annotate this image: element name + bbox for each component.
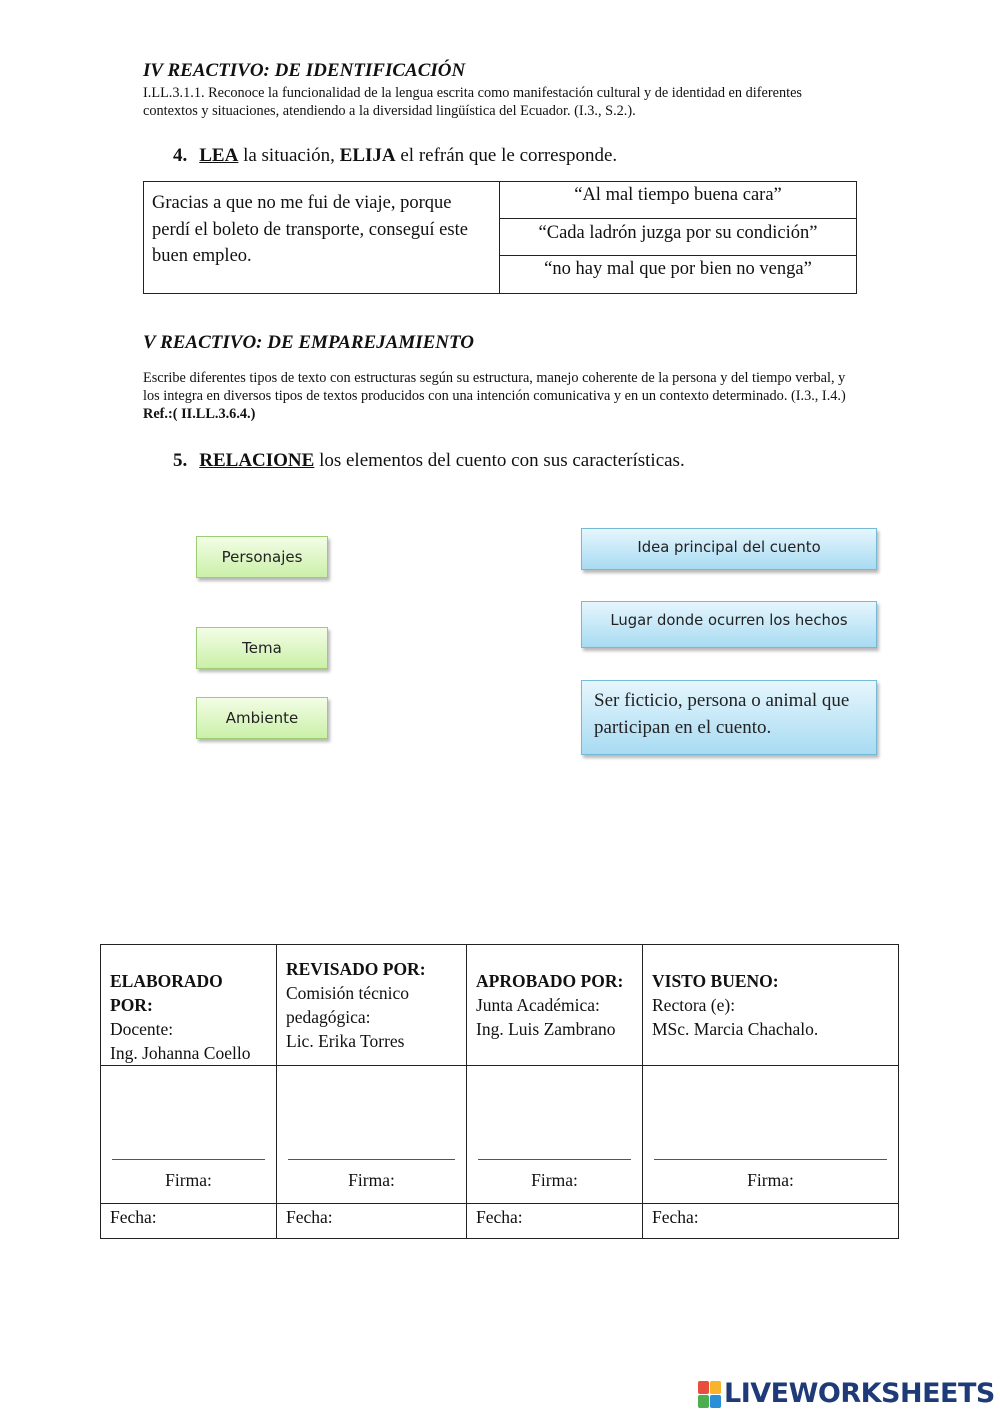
question-5-text: los elementos del cuento con sus características.: [314, 450, 685, 471]
signature-cell-revisado: [277, 945, 467, 1066]
signature-table: [100, 944, 899, 1239]
question-4-keyword-lea: LEA: [199, 145, 239, 166]
match-item-tema[interactable]: Tema: [196, 627, 328, 669]
section5-reference: Ref.:( II.LL.3.6.4.): [143, 406, 256, 422]
signature-header-row: [101, 945, 899, 1066]
match-item-ambiente[interactable]: Ambiente: [196, 697, 328, 739]
signature-person: MSc. Marcia Chachalo.: [652, 1019, 819, 1039]
signature-cell-visto-bueno: [643, 945, 899, 1066]
match-target-ser-ficticio[interactable]: Ser ficticio, persona o animal que participan en el cuento.: [581, 680, 877, 755]
firma-label: Firma:: [747, 1170, 794, 1190]
signature-line: [654, 1159, 887, 1160]
firma-cell: [101, 1066, 277, 1204]
signature-heading: APROBADO POR:: [476, 971, 624, 991]
signature-role: Rectora (e):: [652, 995, 736, 1015]
situation-text: Gracias a que no me fui de viaje, porque perdí el boleto de transporte, conseguí este buen empleo.: [144, 182, 500, 293]
fecha-cell: Fecha:: [101, 1204, 277, 1239]
match-target-lugar[interactable]: Lugar donde ocurren los hechos: [581, 601, 877, 648]
proverb-option-3[interactable]: “no hay mal que por bien no venga”: [544, 259, 812, 279]
proverb-option-1[interactable]: “Al mal tiempo buena cara”: [500, 182, 856, 219]
question-4: [173, 145, 617, 167]
question-4-keyword-elija: ELIJA: [339, 145, 396, 166]
section4-description: I.LL.3.1.1. Reconoce la funcionalidad de la lengua escrita como manifestación cultural y de identidad en diferentes contextos y situaciones, atendiendo a la diversidad lingüística del Ecuador. (I.3., S.2.).: [143, 85, 802, 119]
fecha-cell: Fecha:: [277, 1204, 467, 1239]
firma-label: Firma:: [348, 1170, 395, 1190]
question-5-keyword-relacione: RELACIONE: [199, 450, 315, 471]
signature-person: Lic. Erika Torres: [286, 1031, 405, 1051]
question-5: [173, 450, 685, 472]
signature-heading: ELABORADO POR:: [110, 971, 223, 1015]
signature-person: Ing. Luis Zambrano: [476, 1019, 616, 1039]
firma-label: Firma:: [531, 1170, 578, 1190]
signature-line: [288, 1159, 455, 1160]
signature-person: Ing. Johanna Coello: [110, 1043, 251, 1063]
liveworksheets-logo-text: LIVEWORKSHEETS: [724, 1378, 995, 1409]
signature-line: [478, 1159, 631, 1160]
match-item-personajes[interactable]: Personajes: [196, 536, 328, 578]
signature-fecha-row: [101, 1204, 899, 1239]
signature-heading: REVISADO POR:: [286, 959, 426, 979]
firma-cell: [643, 1066, 899, 1204]
situation-table: [143, 181, 857, 294]
signature-role: Docente:: [110, 1019, 174, 1039]
match-target-idea-principal[interactable]: Idea principal del cuento: [581, 528, 877, 570]
firma-cell: [467, 1066, 643, 1204]
section5-description-text: Escribe diferentes tipos de texto con estructuras según su estructura, manejo coherente de la persona y del tiempo verbal, y los integra en diversos tipos de textos producidos con una intención comunicativa y en un contexto determinado. (I.3., I.4.): [143, 370, 846, 404]
question-4-text-a: la situación,: [238, 145, 340, 166]
liveworksheets-logo-icon: [698, 1381, 722, 1409]
section5-title: V REACTIVO: DE EMPAREJAMIENTO: [143, 332, 475, 353]
fecha-cell: Fecha:: [643, 1204, 899, 1239]
signature-line: [112, 1159, 265, 1160]
fecha-cell: Fecha:: [467, 1204, 643, 1239]
section5-description: [143, 369, 859, 423]
signature-role: Junta Académica:: [476, 995, 600, 1015]
section4-title: IV REACTIVO: DE IDENTIFICACIÓN: [143, 60, 466, 81]
firma-label: Firma:: [165, 1170, 212, 1190]
question-4-text-b: el refrán que le corresponde.: [395, 145, 618, 166]
question-4-number: 4.: [173, 145, 188, 166]
signature-cell-aprobado: [467, 945, 643, 1066]
question-5-number: 5.: [173, 450, 188, 471]
proverb-option-2[interactable]: “Cada ladrón juzga por su condición”: [500, 219, 856, 256]
signature-cell-elaborado: [101, 945, 277, 1066]
liveworksheets-logo[interactable]: [698, 1378, 998, 1410]
signature-heading: VISTO BUENO:: [652, 971, 779, 991]
signature-role: Comisión técnico pedagógica:: [286, 983, 409, 1027]
firma-cell: [277, 1066, 467, 1204]
signature-firma-row: [101, 1066, 899, 1204]
